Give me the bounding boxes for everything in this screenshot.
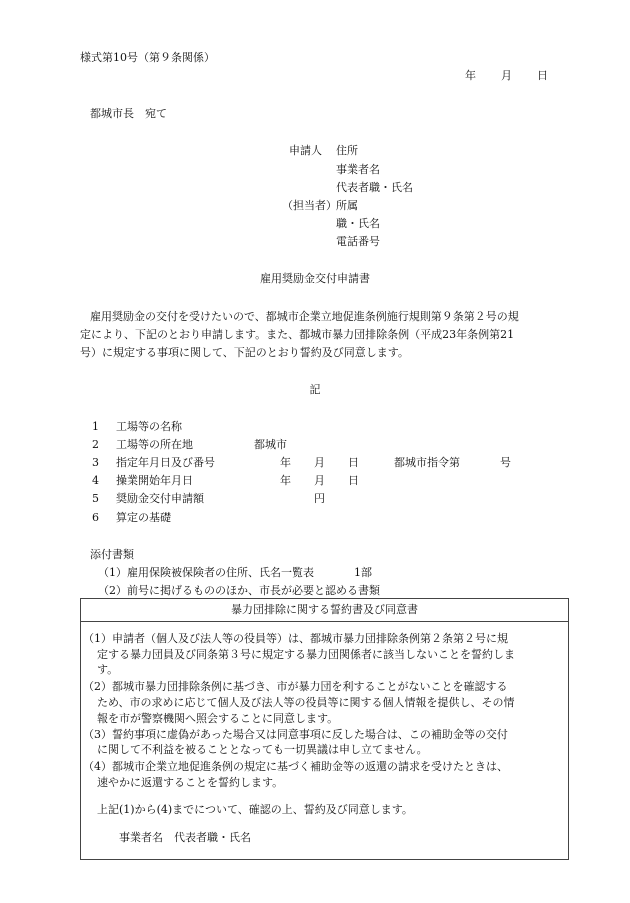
pledge-clause-first-line: （1）申請者（個人及び法人等の役員等）は、都城市暴力団排除条例第２条第２号に規: [83, 632, 508, 645]
pledge-clause-line: 速やかに返還することを誓約します。: [97, 776, 284, 789]
attachment-copies: 1部: [354, 566, 372, 579]
pledge-title: 暴力団排除に関する誓約書及び同意書: [81, 599, 568, 622]
item-number: 5: [92, 492, 99, 505]
item-number: 4: [92, 474, 99, 487]
month-label: 月: [314, 456, 325, 469]
directive-label: 都城市指令第: [394, 456, 460, 469]
applicant-role-label: 申請人: [289, 144, 322, 157]
day-label: 日: [348, 474, 359, 487]
attachment-item: （1）雇用保険被保険者の住所、氏名一覧表: [98, 566, 314, 579]
pledge-signature-label: 事業者名 代表者職・氏名: [119, 831, 251, 844]
pledge-clause-line: 報を市が警察機関へ照会することに同意します。: [97, 712, 339, 725]
phone-label: 電話番号: [336, 235, 380, 248]
item-label: 工場等の所在地: [116, 438, 193, 451]
form-number: 様式第10号（第９条関係）: [80, 51, 215, 64]
representative-label: 代表者職・氏名: [336, 181, 413, 194]
item-label: 算定の基礎: [116, 511, 171, 524]
date-day-label: 日: [537, 69, 548, 82]
body-line: 雇用奨励金の交付を受けたいので、都城市企業立地促進条例施行規則第９条第２号の規: [90, 310, 519, 323]
item-number: 2: [92, 438, 99, 451]
amount-unit-label: 円: [314, 492, 325, 505]
pledge-clause-line: に関して不利益を被ることとなっても一切異議は申し立てません。: [97, 743, 428, 756]
item-number: 6: [92, 511, 99, 524]
attachment-item: （2）前号に掲げるもののほか、市長が必要と認める書類: [98, 584, 380, 597]
date-year-label: 年: [465, 69, 476, 82]
year-label: 年: [280, 474, 291, 487]
pledge-clause-line: 定する暴力団員及び同条第３号に規定する暴力団関係者に該当しないことを誓約しま: [97, 648, 515, 661]
number-suffix-label: 号: [500, 456, 511, 469]
item-label: 工場等の名称: [116, 420, 182, 433]
pledge-clause-line: す。: [97, 663, 119, 676]
addressee: 都城市長 宛て: [90, 107, 167, 120]
department-label: 所属: [336, 199, 358, 212]
ki-heading: 記: [309, 383, 321, 396]
address-label: 住所: [336, 144, 358, 157]
pledge-clause-first-line: （4）都城市企業立地促進条例の規定に基づく補助金等の返還の請求を受けたときは、: [83, 760, 508, 773]
item-label: 指定年月日及び番号: [116, 456, 215, 469]
date-month-label: 月: [501, 69, 512, 82]
pledge-clause-first-line: （3）誓約事項に虚偽があった場合又は同意事項に反した場合は、この補助金等の交付: [83, 728, 508, 741]
business-name-label: 事業者名: [336, 163, 380, 176]
pledge-clause-first-line: （2）都城市暴力団排除条例に基づき、市が暴力団を利することがないことを確認する: [83, 680, 508, 693]
title-name-label: 職・氏名: [336, 217, 380, 230]
attachments-heading: 添付書類: [90, 548, 134, 561]
item-number: 1: [92, 420, 99, 433]
body-line: 定により、下記のとおり申請します。また、都城市暴力団排除条例（平成23年条例第21: [80, 328, 515, 341]
item-label: 奨励金交付申請額: [116, 492, 204, 505]
year-label: 年: [280, 456, 291, 469]
item-label: 操業開始年月日: [116, 474, 193, 487]
pledge-clause-line: ため、市の求めに応じて個人及び法人等の役員等に関する個人情報を提供し、その情: [97, 696, 515, 709]
pledge-confirmation: 上記(1)から(4)までについて、確認の上、誓約及び同意します。: [97, 803, 413, 816]
day-label: 日: [348, 456, 359, 469]
item-value: 都城市: [254, 438, 287, 451]
item-number: 3: [92, 456, 99, 469]
body-line: 号）に規定する事項に関して、下記のとおり誓約及び同意します。: [80, 346, 409, 359]
document-title: 雇用奨励金交付申請書: [260, 272, 370, 285]
pledge-box: [80, 598, 569, 860]
contact-role-label: （担当者）: [282, 199, 337, 212]
month-label: 月: [314, 474, 325, 487]
